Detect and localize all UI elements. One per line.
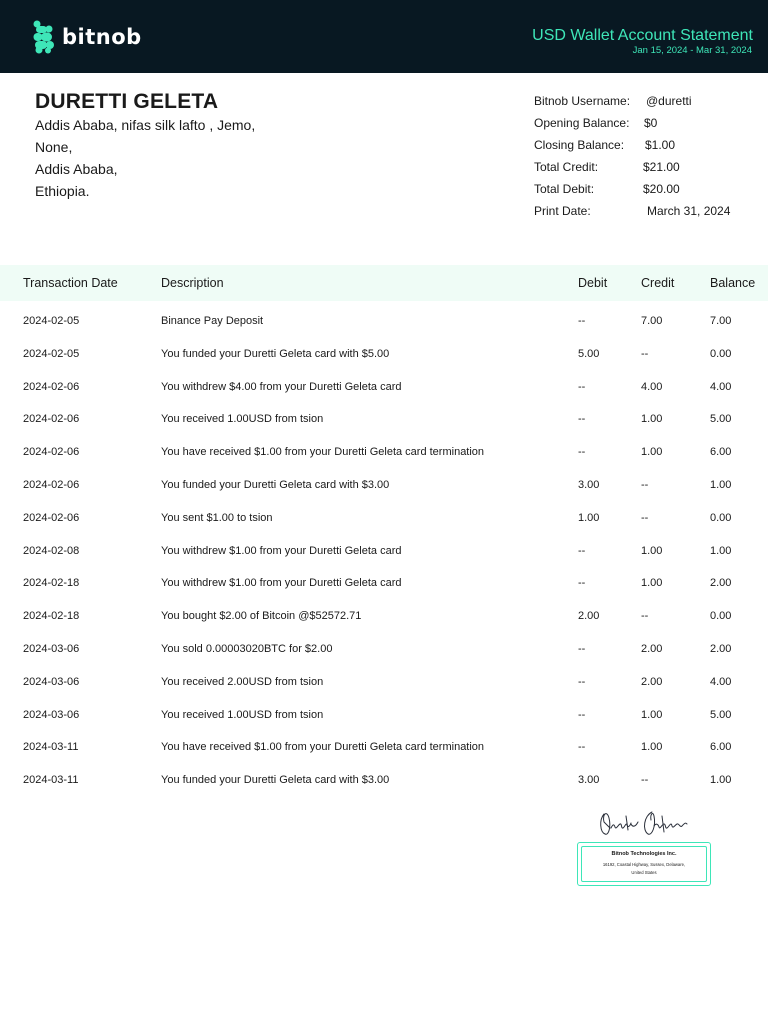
row-debit: --	[578, 315, 586, 327]
row-credit: 2.00	[641, 675, 663, 688]
row-credit: --	[641, 479, 649, 491]
row-description: You received 1.00USD from tsion	[161, 413, 324, 426]
row-balance: 2.00	[710, 577, 732, 590]
row-description: You sold 0.00003020BTC for $2.00	[161, 643, 333, 655]
address-line: Ethiopia.	[35, 183, 90, 199]
row-date: 2024-03-11	[23, 774, 79, 787]
row-description: You withdrew $4.00 from your Duretti Geleta card	[161, 380, 402, 393]
column-header-date: Transaction Date	[23, 276, 118, 290]
row-description: You have received $1.00 from your Duretti Geleta card termination	[161, 446, 485, 459]
row-credit: 4.00	[641, 380, 663, 393]
row-debit: --	[578, 544, 586, 557]
total-credit-label: Total Credit:	[534, 160, 599, 174]
total-debit-label: Total Debit:	[534, 182, 595, 196]
total-debit-value: $20.00	[643, 182, 680, 196]
row-debit: 1.00	[578, 511, 600, 524]
address-line: Addis Ababa,	[35, 161, 118, 177]
opening-balance-label: Opening Balance:	[534, 116, 630, 130]
stamp-company-name: Bitnob Technologies Inc.	[611, 851, 677, 857]
row-description: You received 1.00USD from tsion	[161, 708, 324, 721]
logo-wordmark: bitnob	[62, 25, 142, 49]
closing-balance-value: $1.00	[645, 138, 676, 152]
row-credit: 1.00	[641, 446, 663, 459]
row-debit: 3.00	[578, 479, 600, 491]
row-date: 2024-02-06	[23, 479, 80, 491]
row-balance: 7.00	[710, 315, 732, 327]
row-balance: 1.00	[710, 774, 732, 787]
statement-title: USD Wallet Account Statement	[532, 27, 753, 44]
row-date: 2024-03-06	[23, 708, 80, 721]
bitnob-logo	[32, 20, 142, 54]
row-balance: 6.00	[710, 446, 732, 459]
row-balance: 0.00	[710, 347, 732, 360]
username-label: Bitnob Username:	[534, 94, 631, 108]
row-credit: 7.00	[641, 315, 663, 327]
row-balance: 5.00	[710, 708, 732, 721]
row-description: You bought $2.00 of Bitcoin @$52572.71	[161, 610, 362, 623]
row-date: 2024-02-05	[23, 347, 80, 360]
row-date: 2024-03-06	[23, 643, 80, 655]
row-debit: 5.00	[578, 347, 600, 360]
row-description: You funded your Duretti Geleta card with $3.00	[161, 774, 390, 787]
row-debit: --	[578, 577, 586, 590]
row-balance: 2.00	[710, 643, 732, 655]
column-header-debit: Debit	[578, 276, 608, 290]
row-credit: 1.00	[641, 708, 663, 721]
row-date: 2024-02-06	[23, 413, 80, 426]
row-credit: --	[641, 511, 649, 524]
row-date: 2024-03-06	[23, 675, 80, 688]
row-debit: --	[578, 708, 586, 721]
address-line: Addis Ababa, nifas silk lafto , Jemo,	[35, 117, 256, 133]
row-description: You funded your Duretti Geleta card with $5.00	[161, 347, 390, 360]
row-date: 2024-02-06	[23, 380, 80, 393]
row-date: 2024-02-18	[23, 577, 80, 590]
row-balance: 0.00	[710, 511, 732, 524]
row-debit: --	[578, 380, 586, 393]
row-credit: 1.00	[641, 577, 663, 590]
row-balance: 6.00	[710, 741, 732, 754]
statement-date-range: Jan 15, 2024 - Mar 31, 2024	[632, 45, 752, 56]
column-header-balance: Balance	[710, 276, 756, 290]
row-credit: 1.00	[641, 741, 663, 754]
row-balance: 1.00	[710, 544, 732, 557]
row-balance: 5.00	[710, 413, 732, 426]
company-stamp	[577, 842, 711, 886]
username-value: @duretti	[646, 94, 692, 108]
row-date: 2024-02-06	[23, 511, 80, 524]
row-balance: 4.00	[710, 675, 732, 688]
transactions-table-header	[0, 265, 768, 301]
row-date: 2024-02-06	[23, 446, 80, 459]
stamp-country-line: United States	[631, 870, 657, 875]
row-debit: --	[578, 741, 586, 754]
opening-balance-value: $0	[644, 116, 658, 130]
row-debit: --	[578, 413, 586, 426]
row-debit: 3.00	[578, 774, 600, 787]
row-credit: 1.00	[641, 544, 663, 557]
row-debit: 2.00	[578, 610, 600, 623]
customer-name: DURETTI GELETA	[35, 90, 219, 113]
row-description: You withdrew $1.00 from your Duretti Geleta card	[161, 544, 402, 557]
row-description: Binance Pay Deposit	[161, 315, 264, 327]
row-credit: 2.00	[641, 643, 663, 655]
row-credit: --	[641, 347, 649, 360]
row-debit: --	[578, 675, 586, 688]
address-line: None,	[35, 139, 73, 155]
row-description: You funded your Duretti Geleta card with $3.00	[161, 479, 390, 491]
signature-icon	[596, 806, 692, 842]
row-description: You received 2.00USD from tsion	[161, 675, 324, 688]
row-credit: --	[641, 610, 649, 623]
print-date-value: March 31, 2024	[647, 204, 731, 218]
row-date: 2024-03-11	[23, 741, 79, 754]
row-description: You have received $1.00 from your Duretti Geleta card termination	[161, 741, 485, 754]
statement-header	[0, 0, 768, 73]
row-balance: 1.00	[710, 479, 732, 491]
bitnob-logo-icon	[32, 20, 56, 54]
row-balance: 0.00	[710, 610, 732, 623]
row-credit: --	[641, 774, 649, 787]
row-balance: 4.00	[710, 380, 732, 393]
stamp-address-line: 16192, Coastal Highway, Sussex, Delaware,	[602, 862, 686, 867]
column-header-description: Description	[161, 276, 224, 290]
column-header-credit: Credit	[641, 276, 675, 290]
print-date-label: Print Date:	[534, 204, 591, 218]
total-credit-value: $21.00	[643, 160, 680, 174]
row-date: 2024-02-05	[23, 315, 80, 327]
closing-balance-label: Closing Balance:	[534, 138, 625, 152]
row-debit: --	[578, 643, 586, 655]
row-description: You withdrew $1.00 from your Duretti Geleta card	[161, 577, 402, 590]
row-date: 2024-02-18	[23, 610, 80, 623]
row-debit: --	[578, 446, 586, 459]
row-date: 2024-02-08	[23, 544, 80, 557]
row-description: You sent $1.00 to tsion	[161, 511, 273, 524]
row-credit: 1.00	[641, 413, 663, 426]
